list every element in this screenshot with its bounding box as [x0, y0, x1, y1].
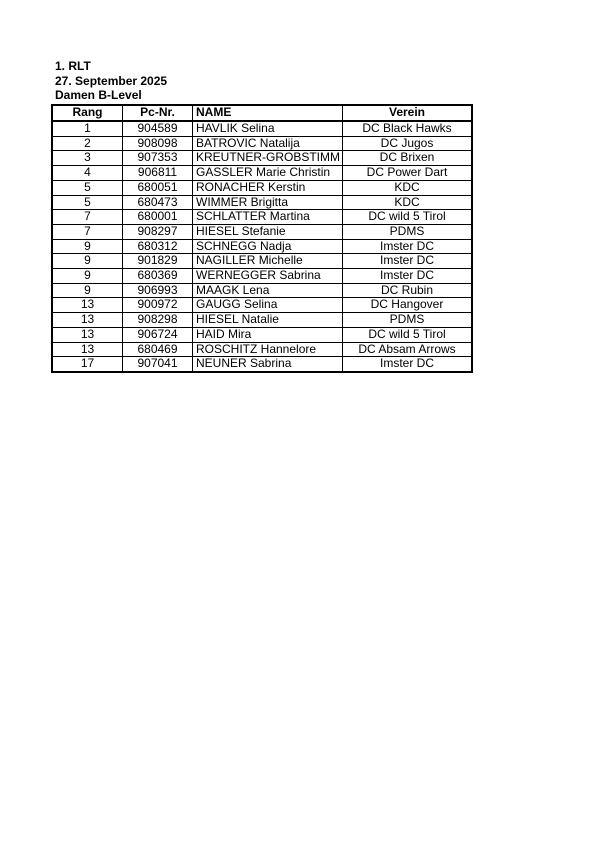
- cell-pc-nr: 904589: [123, 121, 193, 136]
- cell-name: KREUTNER-GROBSTIMM: [193, 151, 343, 166]
- cell-rang: 13: [52, 342, 123, 357]
- cell-pc-nr: 907353: [123, 151, 193, 166]
- cell-rang: 1: [52, 121, 123, 136]
- results-table-body: [52, 121, 472, 372]
- table-row: [52, 136, 472, 151]
- cell-pc-nr: 908298: [123, 313, 193, 328]
- cell-verein: DC Hangover: [343, 298, 473, 313]
- table-row: [52, 283, 472, 298]
- cell-pc-nr: 906724: [123, 327, 193, 342]
- cell-pc-nr: 901829: [123, 254, 193, 269]
- cell-rang: 2: [52, 136, 123, 151]
- table-row: [52, 313, 472, 328]
- cell-verein: DC Jugos: [343, 136, 473, 151]
- table-row: [52, 180, 472, 195]
- cell-verein: DC Power Dart: [343, 166, 473, 181]
- cell-pc-nr: 906993: [123, 283, 193, 298]
- cell-name: HIESEL Natalie: [193, 313, 343, 328]
- table-row: [52, 210, 472, 225]
- cell-name: HIESEL Stefanie: [193, 224, 343, 239]
- cell-verein: DC Black Hawks: [343, 121, 473, 136]
- table-row: [52, 121, 472, 136]
- cell-verein: KDC: [343, 195, 473, 210]
- table-row: [52, 151, 472, 166]
- cell-name: GASSLER Marie Christin: [193, 166, 343, 181]
- column-header-name: NAME: [193, 105, 343, 121]
- cell-name: SCHLATTER Martina: [193, 210, 343, 225]
- table-row: [52, 269, 472, 284]
- cell-pc-nr: 680001: [123, 210, 193, 225]
- cell-verein: Imster DC: [343, 239, 473, 254]
- table-row: [52, 327, 472, 342]
- table-row: [52, 298, 472, 313]
- cell-pc-nr: 900972: [123, 298, 193, 313]
- cell-name: WIMMER Brigitta: [193, 195, 343, 210]
- cell-pc-nr: 908098: [123, 136, 193, 151]
- cell-rang: 9: [52, 283, 123, 298]
- cell-pc-nr: 680469: [123, 342, 193, 357]
- results-table: [51, 104, 473, 373]
- cell-pc-nr: 908297: [123, 224, 193, 239]
- cell-rang: 13: [52, 313, 123, 328]
- cell-rang: 9: [52, 269, 123, 284]
- table-row: [52, 342, 472, 357]
- cell-verein: PDMS: [343, 224, 473, 239]
- column-header-pc-nr: Pc-Nr.: [123, 105, 193, 121]
- cell-name: RONACHER Kerstin: [193, 180, 343, 195]
- cell-rang: 17: [52, 357, 123, 372]
- table-row: [52, 239, 472, 254]
- cell-name: NAGILLER Michelle: [193, 254, 343, 269]
- cell-verein: DC Rubin: [343, 283, 473, 298]
- cell-name: SCHNEGG Nadja: [193, 239, 343, 254]
- cell-rang: 13: [52, 327, 123, 342]
- cell-verein: DC wild 5 Tirol: [343, 210, 473, 225]
- cell-pc-nr: 906811: [123, 166, 193, 181]
- cell-rang: 5: [52, 180, 123, 195]
- cell-name: GAUGG Selina: [193, 298, 343, 313]
- cell-rang: 5: [52, 195, 123, 210]
- cell-name: BATROVIC Natalija: [193, 136, 343, 151]
- cell-rang: 3: [52, 151, 123, 166]
- cell-rang: 13: [52, 298, 123, 313]
- cell-pc-nr: 680051: [123, 180, 193, 195]
- cell-verein: Imster DC: [343, 357, 473, 372]
- cell-verein: Imster DC: [343, 269, 473, 284]
- cell-pc-nr: 907041: [123, 357, 193, 372]
- table-row: [52, 254, 472, 269]
- event-title: 1. RLT: [55, 59, 91, 73]
- results-table-header: [52, 105, 472, 121]
- cell-verein: PDMS: [343, 313, 473, 328]
- event-date: 27. September 2025: [55, 73, 168, 88]
- cell-name: HAID Mira: [193, 327, 343, 342]
- cell-rang: 7: [52, 224, 123, 239]
- cell-pc-nr: 680473: [123, 195, 193, 210]
- cell-name: NEUNER Sabrina: [193, 357, 343, 372]
- table-row: [52, 357, 472, 372]
- cell-name: HAVLIK Selina: [193, 121, 343, 136]
- cell-name: MAAGK Lena: [193, 283, 343, 298]
- cell-rang: 4: [52, 166, 123, 181]
- cell-verein: DC Brixen: [343, 151, 473, 166]
- cell-rang: 9: [52, 239, 123, 254]
- cell-verein: DC wild 5 Tirol: [343, 327, 473, 342]
- cell-verein: KDC: [343, 180, 473, 195]
- cell-verein: DC Absam Arrows: [343, 342, 473, 357]
- table-row: [52, 195, 472, 210]
- table-row: [52, 224, 472, 239]
- cell-verein: Imster DC: [343, 254, 473, 269]
- header-row: [52, 105, 472, 121]
- cell-pc-nr: 680312: [123, 239, 193, 254]
- cell-rang: 7: [52, 210, 123, 225]
- category-title: Damen B-Level: [55, 88, 142, 102]
- cell-name: ROSCHITZ Hannelore: [193, 342, 343, 357]
- table-row: [52, 166, 472, 181]
- column-header-verein: Verein: [343, 105, 473, 121]
- cell-name: WERNEGGER Sabrina: [193, 269, 343, 284]
- column-header-rang: Rang: [52, 105, 123, 121]
- cell-rang: 9: [52, 254, 123, 269]
- cell-pc-nr: 680369: [123, 269, 193, 284]
- document-header: [55, 59, 167, 103]
